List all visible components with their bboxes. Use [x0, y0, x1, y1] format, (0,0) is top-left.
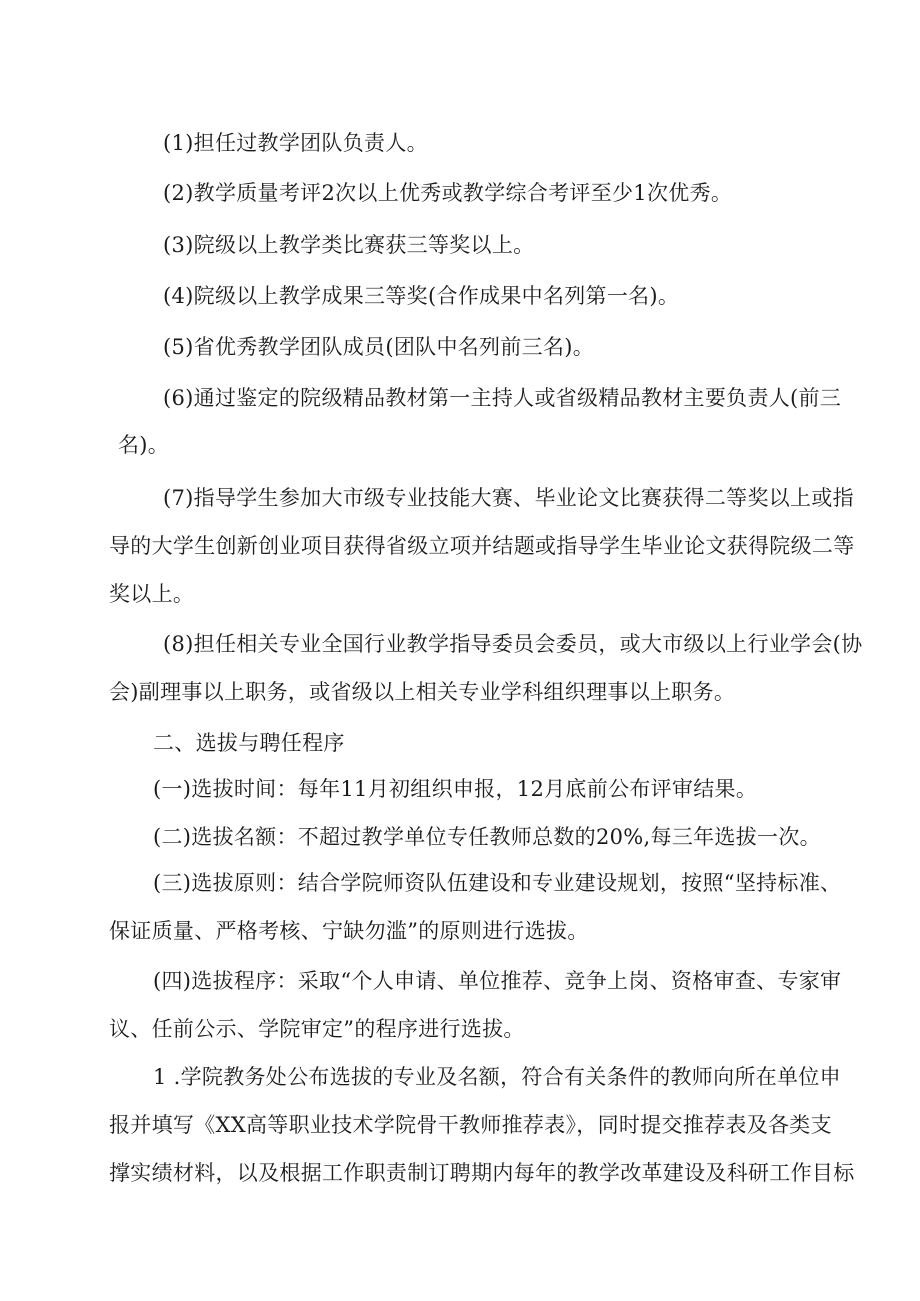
criterion-3: (3)院级以上教学类比赛获三等奖以上。 — [163, 233, 535, 257]
criterion-5: (5)省优秀教学团队成员(团队中名列前三名)。 — [163, 335, 595, 359]
criterion-8-line-1: (8)担任相关专业全国行业教学指导委员会委员，或大市级以上行业学会(协 — [163, 632, 863, 656]
step-1-line-3: 撑实绩材料，以及根据工作职责制订聘期内每年的教学改革建设及科研工作目标 — [109, 1161, 855, 1185]
criterion-8-line-2: 会)副理事以上职务，或省级以上相关专业学科组织理事以上职务。 — [109, 680, 736, 704]
criterion-6-line-2: 名)。 — [118, 433, 170, 457]
item-selection-time: (一)选拔时间：每年11月初组织申报，12月底前公布评审结果。 — [153, 777, 758, 801]
item-selection-procedure-line-2: 议、任前公示、学院审定”的程序进行选拔。 — [109, 1017, 525, 1041]
item-selection-quota: (二)选拔名额：不超过教学单位专任教师总数的20%,每三年选拔一次。 — [153, 825, 821, 849]
criterion-1: (1)担任过教学团队负责人。 — [163, 131, 428, 155]
item-selection-principle-line-1: (三)选拔原则：结合学院师资队伍建设和专业建设规划，按照“坚持标准、 — [153, 871, 842, 895]
section-heading-2: 二、选拔与聘任程序 — [153, 731, 345, 755]
item-selection-principle-line-2: 保证质量、严格考核、宁缺勿滥”的原则进行选拔。 — [109, 919, 589, 943]
item-selection-procedure-line-1: (四)选拔程序：采取“个人申请、单位推荐、竞争上岗、资格审查、专家审 — [153, 969, 842, 993]
criterion-7-line-3: 奖以上。 — [109, 582, 195, 606]
criterion-4: (4)院级以上教学成果三等奖(合作成果中名列第一名)。 — [163, 284, 680, 308]
step-1-line-2: 报并填写《XX高等职业技术学院骨干教师推荐表》，同时提交推荐表及各类支 — [109, 1113, 832, 1137]
step-1-line-1: 1 .学院教务处公布选拔的专业及名额，符合有关条件的教师向所在单位申 — [153, 1065, 841, 1089]
criterion-7-line-1: (7)指导学生参加大市级专业技能大赛、毕业论文比赛获得二等奖以上或指 — [163, 486, 854, 510]
criterion-6-line-1: (6)通过鉴定的院级精品教材第一主持人或省级精品教材主要负责人(前三 — [163, 386, 842, 410]
criterion-7-line-2: 导的大学生创新创业项目获得省级立项并结题或指导学生毕业论文获得院级二等 — [109, 534, 855, 558]
criterion-2: (2)教学质量考评2次以上优秀或教学综合考评至少1次优秀。 — [163, 181, 733, 205]
